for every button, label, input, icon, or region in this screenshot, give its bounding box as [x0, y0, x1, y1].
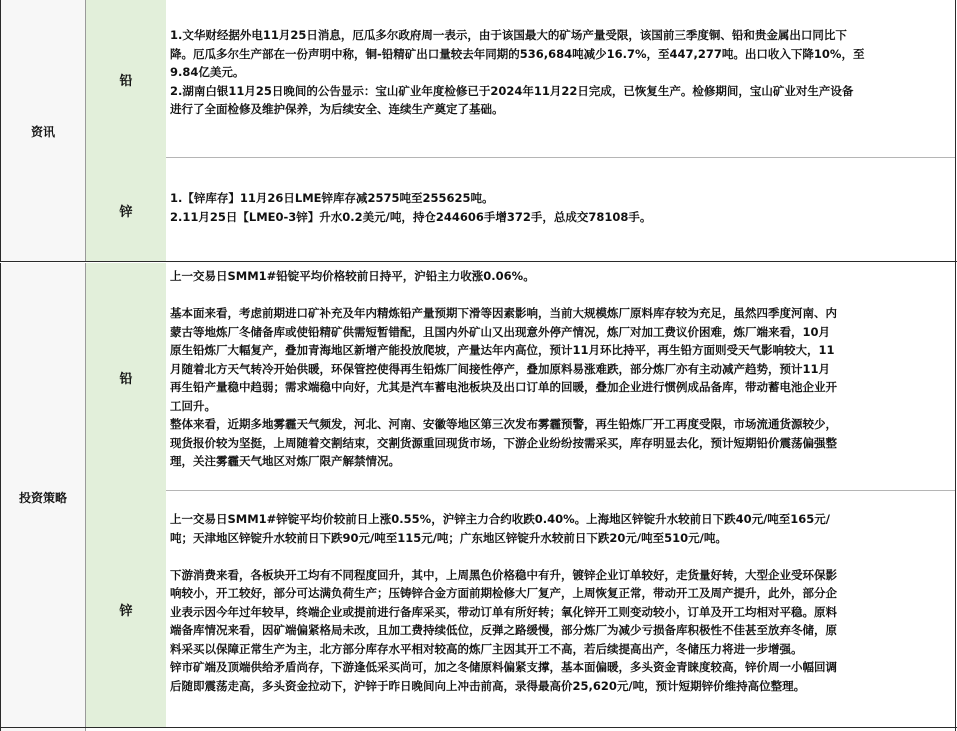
strategy-zinc-line-8: 料采买以保障正常生产为主，北方部分库存水平相对较高的炼厂主因其开工不高，若后续提高出产，冬储压力将进一步增强。: [170, 641, 803, 656]
news-lead-line-3: 9.84亿美元。: [170, 65, 245, 79]
strategy-zinc-line-1: 上一交易日SMM1#锌锭平均价较前日上涨0.55%，沪锌主力合约收跌0.40%。上海地区锌锭升水较前日下跌40元/吨至165元/: [170, 512, 831, 526]
strategy-lead-line-5: 原生铅炼厂大幅复产，叠加青海地区新增产能投放爬坡，产量达年内高位，预计11月环比持平，再生铅方面则受天气影响较大，11: [170, 343, 835, 357]
section-label-news-text: 资讯: [30, 124, 55, 139]
divider-strategy: [166, 490, 956, 491]
strategy-lead-content: [86, 267, 956, 471]
bottom-border: [0, 727, 957, 728]
strategy-zinc-line-7: 端备库情况来看，因矿端偏紧格局未改，且加工费持续低位，反弹之路缓慢，部分炼厂为减少亏损备库积极性不佳甚至放弃冬储，原: [170, 623, 837, 637]
section-label-strategy: [0, 263, 86, 731]
strategy-zinc-line-4: 下游消费来看，各板块开工均有不同程度回升，其中，上周黑色价格稳中有升，镀锌企业订单较好，走货量好转，大型企业受环保影: [170, 567, 837, 582]
strategy-zinc-line-10: 后随即震荡走高，多头资金拉动下，沪锌于昨日晚间向上冲击前高，录得最高价25,620元/吨，预计短期锌价维持高位整理。: [170, 678, 806, 693]
news-lead-line-4: 2.湖南白银11月25日晚间的公告显示：宝山矿业年度检修已于2024年11月22日完成，已恢复生产。检修期间，宝山矿业对生产设备: [170, 83, 854, 98]
news-lead-line-5: 进行了全面检修及维护保养，为后续安全、连续生产奠定了基础。: [170, 102, 504, 116]
row-label-strategy-zinc-text: 锌: [119, 603, 133, 619]
row-label-news-lead-text: 铅: [119, 73, 133, 89]
row-label-news-zinc-text: 锌: [119, 204, 133, 220]
news-lead-line-1: 1.文华财经据外电11月25日消息，厄瓜多尔政府周一表示，由于该国最大的矿场产量受限，该国前三季度铜、铅和贵金属出口同比下: [170, 28, 847, 42]
divider-news: [166, 157, 956, 158]
strategy-lead-line-1: 上一交易日SMM1#铅锭平均价格较前日持平，沪铅主力收涨0.06%。: [170, 269, 535, 283]
strategy-lead-line-3: 基本面来看，考虑前期进口矿补充及年内精炼铅产量预期下滑等因素影响，当前大规模炼厂原料库存较为充足，虽然四季度河南、内: [170, 306, 837, 320]
section-divider: [0, 261, 957, 262]
news-lead-line-2: 降。厄瓜多尔生产部在一份声明中称，铜-铅精矿出口量较去年同期的536,684吨减少16.7%，至447,277吨。出口收入下降10%，至: [170, 46, 865, 61]
strategy-zinc-line-6: 业表示因今年过年较早，终端企业或提前进行备库采买，带动订单有所好转；氧化锌开工则变动较小，订单及开工均相对平稳。原料: [170, 604, 837, 619]
news-zinc-line-2: 2.11月25日【LME0-3锌】升水0.2美元/吨，持仓244606手增372手，总成交78108手。: [170, 209, 652, 224]
strategy-zinc-content: [86, 510, 956, 695]
strategy-zinc-line-5: 响较小，开工较好，部分可达满负荷生产；压铸锌合金方面前期检修大厂复产，上周恢复正常，带动开工及周产提升，此外，部分企: [170, 586, 837, 600]
blank-line: [170, 286, 942, 305]
right-border: [955, 0, 956, 731]
strategy-lead-line-11: 理，关注雾霾天气地区对炼厂限产解禁情况。: [170, 454, 400, 468]
strategy-lead-line-6: 月随着北方天气转冷开始供暖，环保管控使得再生铅炼厂间接性停产，叠加原料易涨难跌，部分炼厂亦有主动减产趋势，预计11月: [170, 361, 830, 376]
strategy-zinc-line-2: 吨；天津地区锌锭升水较前日下跌90元/吨至115元/吨；广东地区锌锭升水较前日下跌20元/吨至510元/吨。: [170, 530, 727, 545]
news-zinc-content: [86, 189, 956, 226]
row-label-strategy-lead-text: 铅: [119, 371, 133, 387]
news-zinc-line-1: 1.【锌库存】11月26日LME锌库存减2575吨至255625吨。: [170, 191, 494, 205]
strategy-lead-line-8: 工回升。: [170, 398, 216, 413]
strategy-lead-line-9: 整体来看，近期多地雾霾天气频发，河北、河南、安徽等地区第三次发布雾霾预警，再生铅炼厂开工再度受限，市场流通货源较少，: [170, 417, 837, 431]
news-lead-content: [86, 26, 956, 119]
strategy-zinc-line-9: 锌市矿端及顶端供给矛盾尚存，下游逢低采买尚可，加之冬储原料偏紧支撑，基本面偏暖，多头资金青睐度较高，锌价周一小幅回调: [170, 660, 837, 674]
section-label-news: [0, 0, 86, 262]
section-label-strategy-text: 投资策略: [18, 490, 67, 505]
strategy-lead-line-7: 再生铅产量稳中趋弱；需求端稳中向好，尤其是汽车蓄电池板块及出口订单的回暖，叠加企业进行惯例成品备库，带动蓄电池企业开: [170, 380, 837, 394]
strategy-lead-line-4: 蒙古等地炼厂冬储备库或使铅精矿供需短暂错配，且国内外矿山又出现意外停产情况，炼厂对加工费议价困难，炼厂端来看，10月: [170, 324, 830, 339]
strategy-lead-line-10: 现货报价较为坚挺，上周随着交割结束，交割货源重回现货市场，下游企业纷纷按需采买，库存明显去化，预计短期铅价震荡偏强整: [170, 435, 837, 450]
blank-line: [170, 547, 942, 566]
